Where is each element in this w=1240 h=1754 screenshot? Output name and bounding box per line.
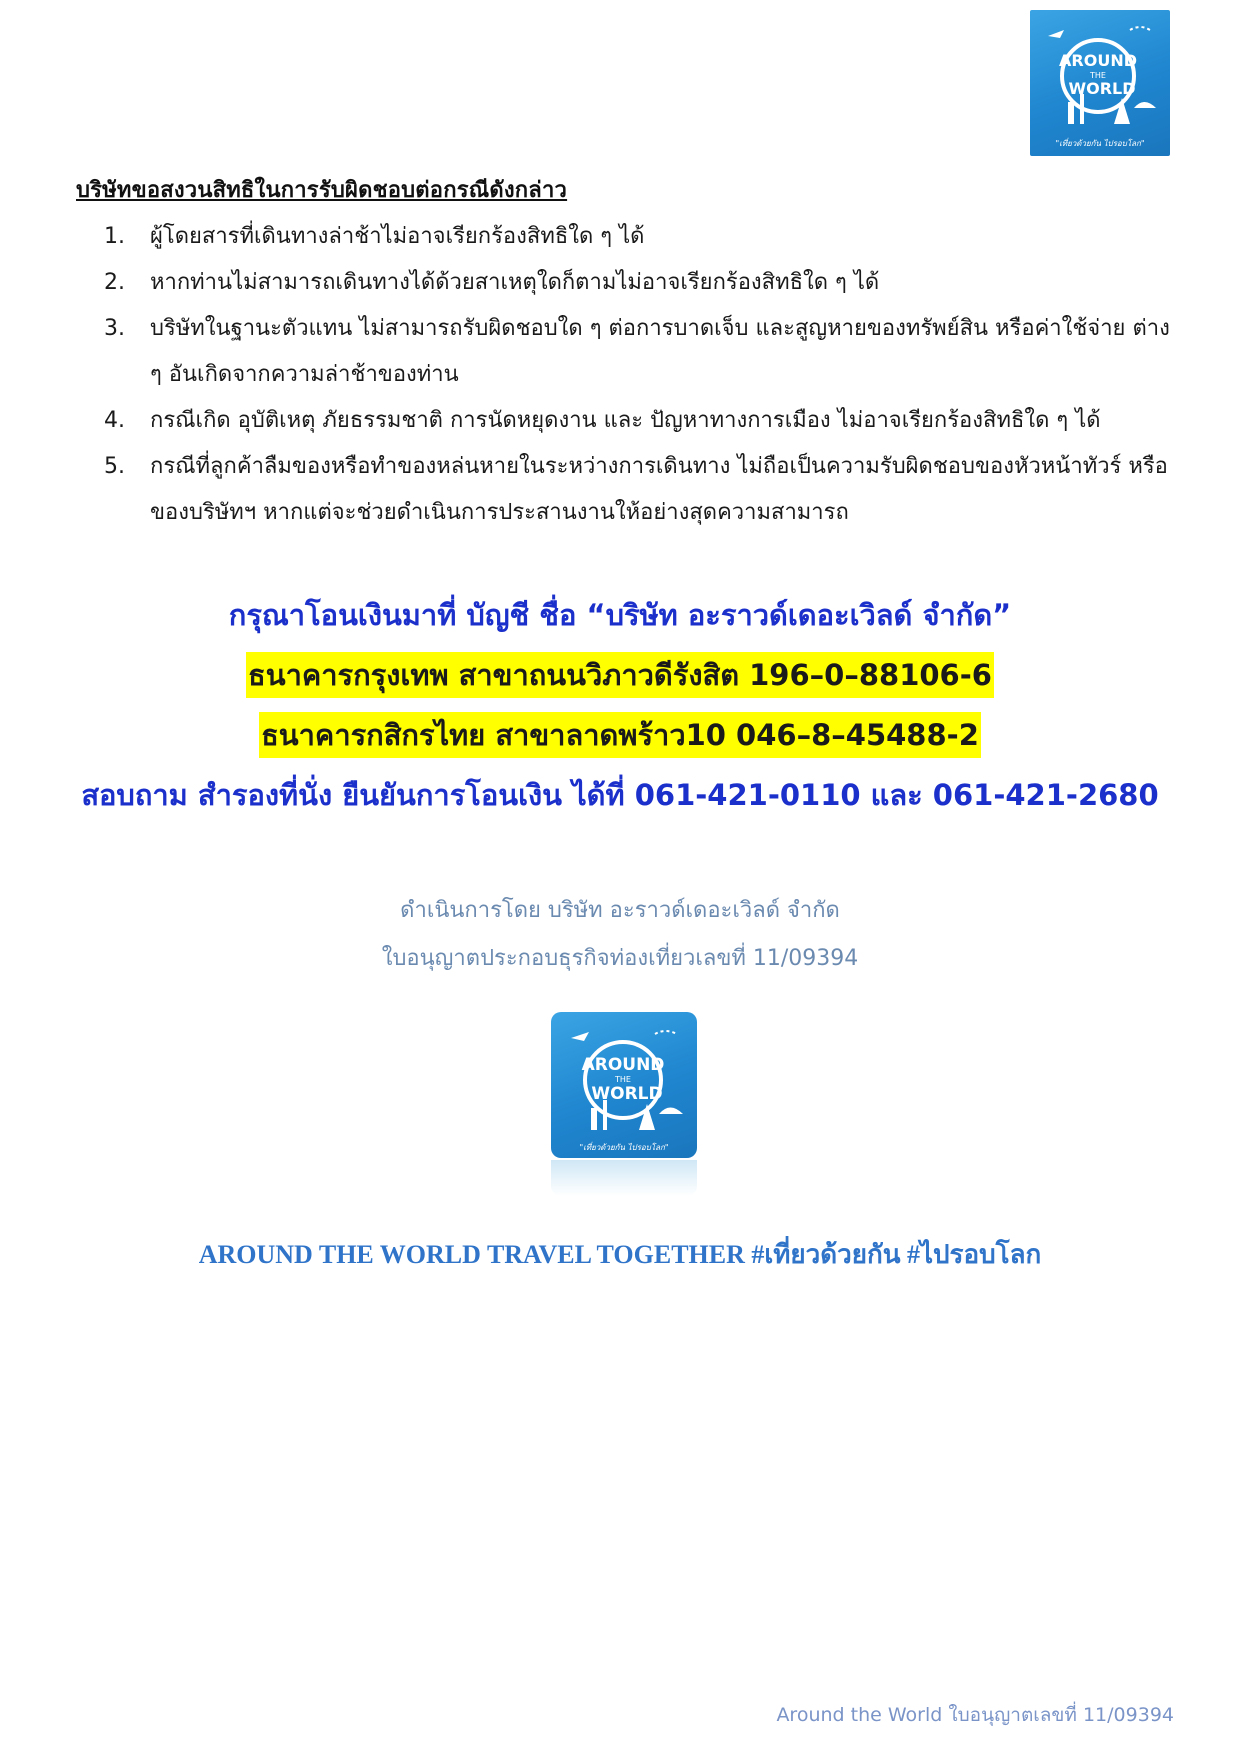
logo-reflection	[551, 1160, 697, 1196]
svg-text:WORLD: WORLD	[1068, 79, 1136, 98]
list-item	[104, 398, 1184, 444]
company-logo-top	[1030, 10, 1170, 156]
list-item	[104, 214, 1184, 260]
bank-account-1: ธนาคารกรุงเทพ สาขาถนนวิภาวดีรังสิต 196–0–88106-6	[246, 652, 994, 698]
svg-text:AROUND: AROUND	[1059, 51, 1137, 70]
list-item-number: 1.	[104, 224, 125, 249]
list-item-text: กรณีเกิด อุบัติเหตุ ภัยธรรมชาติ การนัดหยุดงาน และ ปัญหาทางการเมือง ไม่อาจเรียกร้องสิทธิใด ๆ ได้	[150, 408, 1101, 433]
svg-text:WORLD: WORLD	[591, 1084, 663, 1104]
globe-logo-icon	[551, 1012, 697, 1158]
bank-account-2-row	[0, 712, 1240, 758]
svg-text:"เที่ยวด้วยกัน ไปรอบโลก": "เที่ยวด้วยกัน ไปรอบโลก"	[1055, 139, 1145, 148]
svg-text:THE: THE	[1090, 71, 1106, 80]
footer-license: Around the World ใบอนุญาตเลขที่ 11/09394	[776, 1704, 1174, 1726]
bank-account-1-row	[0, 652, 1240, 698]
list-item	[104, 444, 1184, 536]
slogan: AROUND THE WORLD TRAVEL TOGETHER #เที่ยวด้วยกัน #ไปรอบโลก	[198, 1240, 1042, 1269]
list-item-text: บริษัทในฐานะตัวแทน ไม่สามารถรับผิดชอบใด ๆ ต่อการบาดเจ็บ และสูญหายของทรัพย์สิน หรือค่าใช้จ่าย ต่าง ๆ อันเกิดจากความล่าช้าของท่าน	[150, 316, 1170, 387]
disclaimer-list	[104, 214, 1184, 536]
list-item-number: 4.	[104, 408, 125, 433]
svg-text:THE: THE	[615, 1075, 631, 1084]
payment-account-name: กรุณาโอนเงินมาที่ บัญชี ชื่อ “บริษัท อะราวด์เดอะเวิลด์ จำกัด”	[228, 598, 1012, 632]
bank-account-2: ธนาคารกสิกรไทย สาขาลาดพร้าว10 046–8–45488-2	[259, 712, 981, 758]
list-item-text: หากท่านไม่สามารถเดินทางได้ด้วยสาเหตุใดก็ตามไม่อาจเรียกร้องสิทธิใด ๆ ได้	[150, 270, 880, 295]
svg-text:AROUND: AROUND	[581, 1055, 665, 1075]
list-item-number: 5.	[104, 454, 125, 479]
list-item-number: 3.	[104, 316, 125, 341]
license-number: ใบอนุญาตประกอบธุรกิจท่องเที่ยวเลขที่ 11/09394	[381, 946, 859, 971]
list-item-text: กรณีที่ลูกค้าลืมของหรือทำของหล่นหายในระหว่างการเดินทาง ไม่ถือเป็นความรับผิดชอบของหัวหน้าทัวร์ หรือของบริษัทฯ หากแต่จะช่วยดำเนินการประสานงานให้อย่างสุดความสามารถ	[150, 454, 1168, 525]
list-item-number: 2.	[104, 270, 125, 295]
disclaimer-heading: บริษัทขอสงวนสิทธิในการรับผิดชอบต่อกรณีดังกล่าว	[76, 178, 568, 203]
list-item	[104, 260, 1184, 306]
operator-name: ดำเนินการโดย บริษัท อะราวด์เดอะเวิลด์ จำกัด	[400, 898, 840, 923]
list-item-text: ผู้โดยสารที่เดินทางล่าช้าไม่อาจเรียกร้องสิทธิใด ๆ ได้	[150, 224, 645, 249]
globe-logo-icon	[1030, 10, 1170, 156]
svg-text:"เที่ยวด้วยกัน ไปรอบโลก": "เที่ยวด้วยกัน ไปรอบโลก"	[579, 1143, 669, 1152]
company-logo-center	[551, 1012, 697, 1158]
list-item	[104, 306, 1184, 398]
contact-phone-line: สอบถาม สำรองที่นั่ง ยืนยันการโอนเงิน ได้ที่ 061-421-0110 และ 061-421-2680	[81, 778, 1159, 812]
